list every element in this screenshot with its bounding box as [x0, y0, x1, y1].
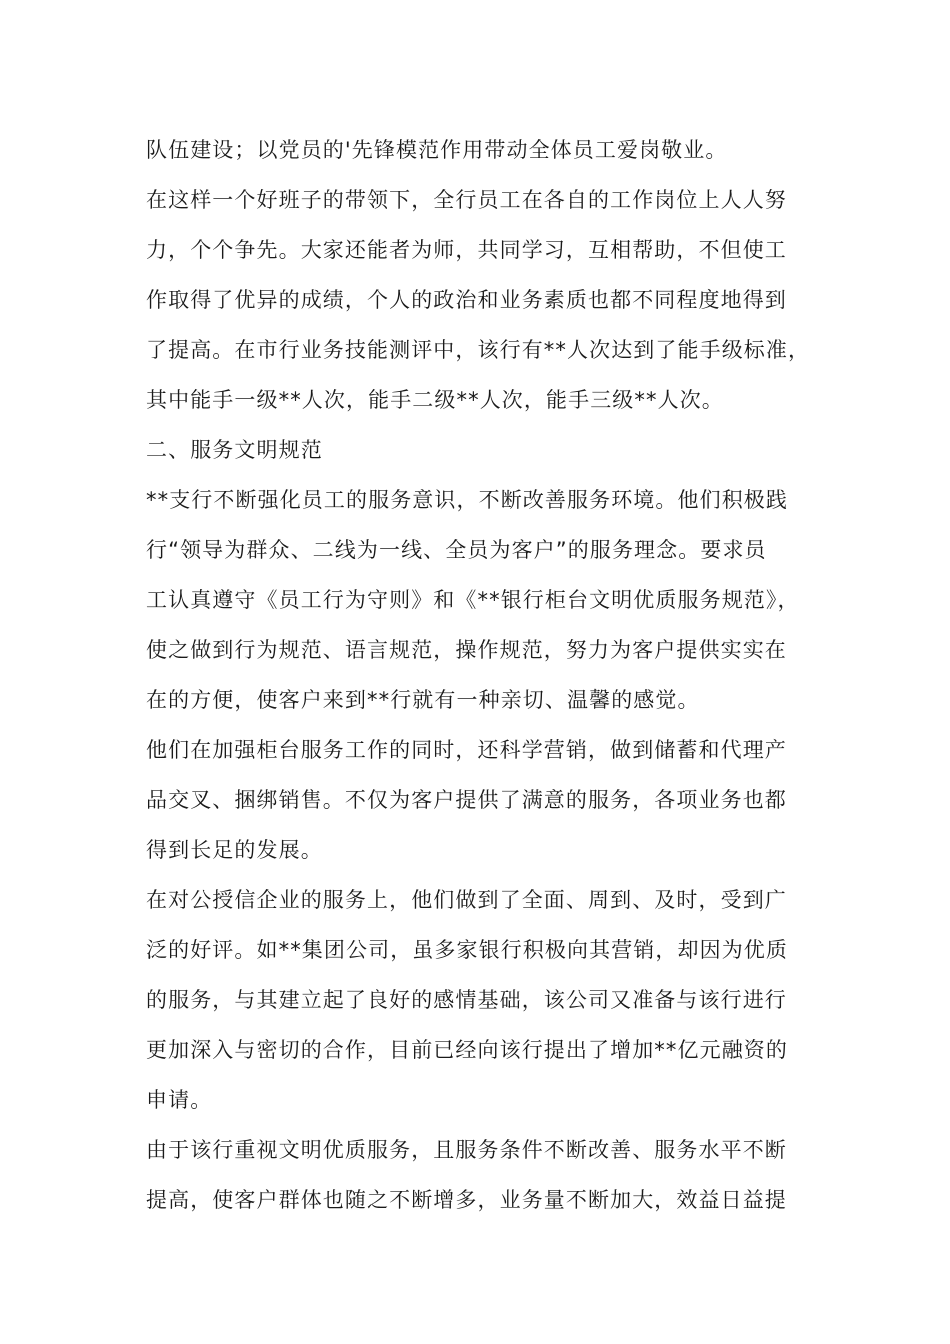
text-line: 品交叉、捆绑销售。不仅为客户提供了满意的服务，各项业务也都 — [146, 788, 787, 812]
text-line: 力，个个争先。大家还能者为师，共同学习，互相帮助，不但使工 — [146, 238, 787, 262]
text-line: 队伍建设；以党员的'先锋模范作用带动全体员工爱岗敬业。 — [146, 138, 728, 162]
text-line: 提高，使客户群体也随之不断增多，业务量不断加大，效益日益提 — [146, 1188, 787, 1212]
text-line: 他们在加强柜台服务工作的同时，还科学营销，做到储蓄和代理产 — [146, 738, 787, 762]
text-line: **支行不断强化员工的服务意识，不断改善服务环境。他们积极践 — [146, 488, 788, 512]
text-line: 行“领导为群众、二线为一线、全员为客户”的服务理念。要求员 — [146, 538, 767, 562]
text-line: 由于该行重视文明优质服务，且服务条件不断改善、服务水平不断 — [146, 1138, 787, 1162]
text-line: 使之做到行为规范、语言规范，操作规范，努力为客户提供实实在 — [146, 638, 787, 662]
text-line: 了提高。在市行业务技能测评中，该行有**人次达到了能手级标准， — [146, 338, 811, 362]
text-line: 在的方便，使客户来到**行就有一种亲切、温馨的感觉。 — [146, 688, 700, 712]
text-line: 的服务，与其建立起了良好的感情基础，该公司又准备与该行进行 — [146, 988, 787, 1012]
text-line: 其中能手一级**人次，能手二级**人次，能手三级**人次。 — [146, 388, 724, 412]
text-line: 泛的好评。如**集团公司，虽多家银行积极向其营销，却因为优质 — [146, 938, 788, 962]
text-line: 在对公授信企业的服务上，他们做到了全面、周到、及时，受到广 — [146, 888, 787, 912]
section-heading: 二、服务文明规范 — [146, 438, 323, 462]
text-line: 作取得了优异的成绩，个人的政治和业务素质也都不同程度地得到 — [146, 288, 787, 312]
text-line: 在这样一个好班子的带领下，全行员工在各自的工作岗位上人人努 — [146, 188, 787, 212]
text-line: 申请。 — [146, 1088, 213, 1112]
text-line: 得到长足的发展。 — [146, 838, 323, 862]
text-line: 更加深入与密切的合作，目前已经向该行提出了增加**亿元融资的 — [146, 1038, 788, 1062]
text-line: 工认真遵守《员工行为守则》和《**银行柜台文明优质服务规范》， — [146, 588, 800, 612]
